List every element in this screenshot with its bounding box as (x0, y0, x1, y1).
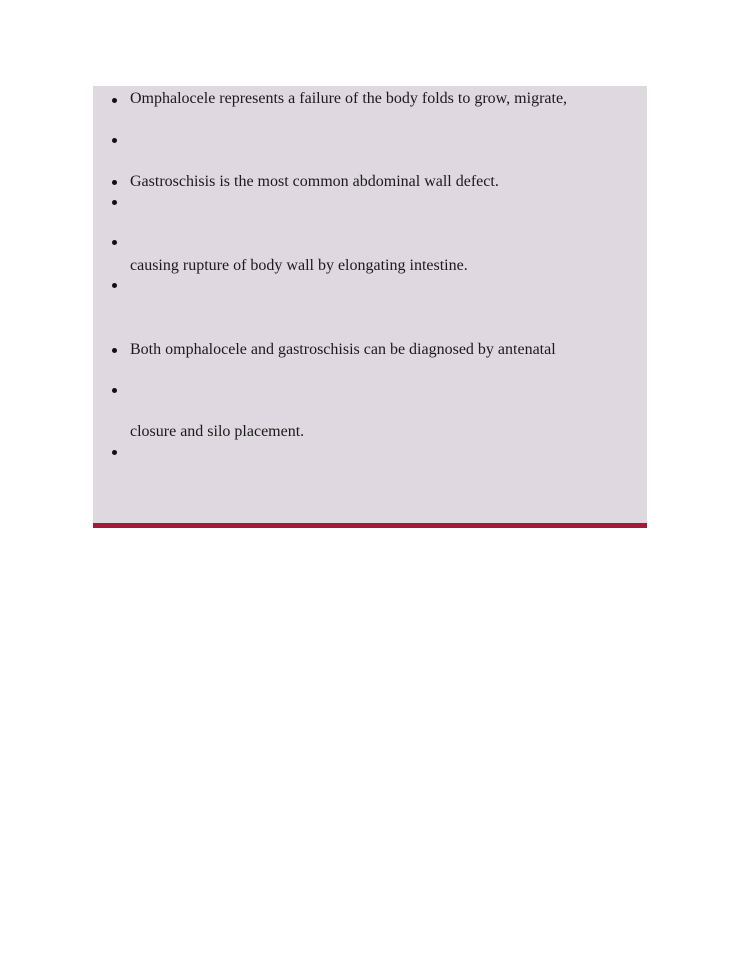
continuation-text: causing rupture of body wall by elongating intestine. (130, 257, 468, 274)
list-item-text: Both omphalocele and gastroschisis can be diagnosed by antenatal (130, 341, 556, 358)
list-item-text: Omphalocele represents a failure of the body folds to grow, migrate, (130, 90, 568, 107)
continuation-text: closure and silo placement. (130, 423, 305, 440)
content-panel (93, 86, 647, 528)
list-item-text: Gastroschisis is the most common abdominal wall defect. (130, 173, 499, 190)
